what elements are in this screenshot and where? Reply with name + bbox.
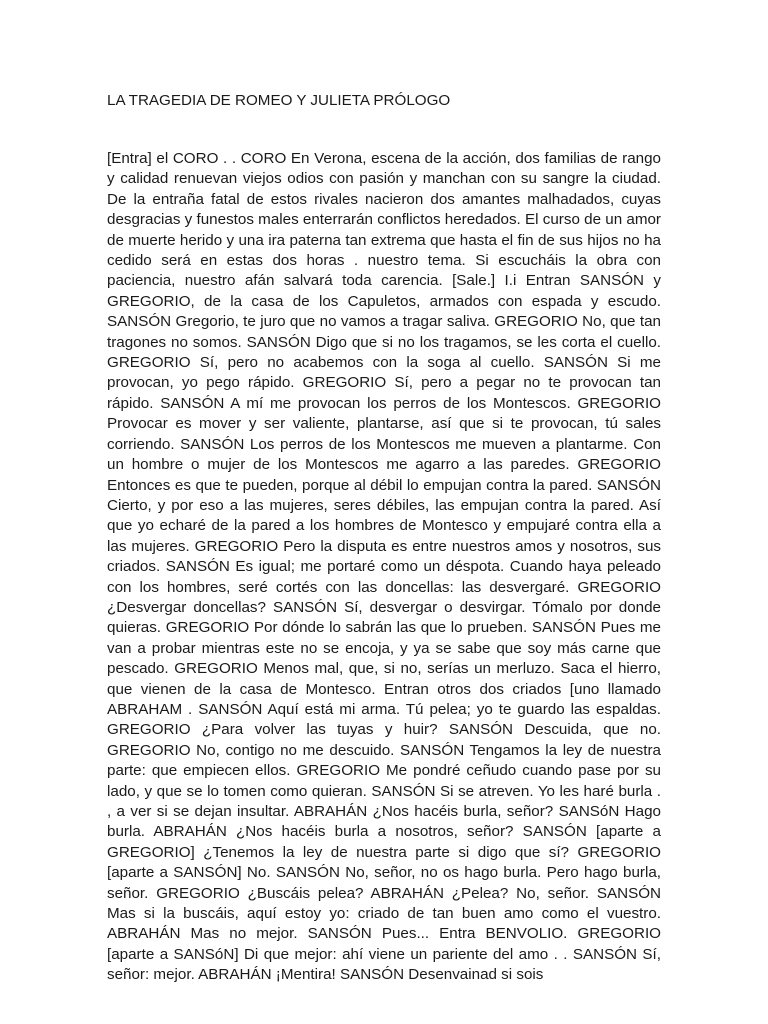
document-body-text: [Entra] el CORO . . CORO En Verona, escena de la acción, dos familias de rango y calidad renuevan viejos odios con pasión y manchan con su sangre la ciudad. De la entraña fatal de estos rivales nacieron dos amantes malhadados, cuyas desgracias y funestos males enterrarán conflictos heredados. El curso de un amor de muerte herido y una ira paterna tan extrema que hasta el fin de sus hijos no ha cedido será en estas dos horas . nuestro tema. Si escucháis la obra con paciencia, nuestro afán salvará toda carencia. [Sale.] I.i Entran SANSÓN y GREGORIO, de la casa de los Capuletos, armados con espada y escudo. SANSÓN Gregorio, te juro que no vamos a tragar saliva. GREGORIO No, que tan tragones no somos. SANSÓN Digo que si no los tragamos, se les corta el cuello. GREGORIO Sí, pero no acabemos con la soga al cuello. SANSÓN Si me provocan, yo pego rápido. GREGORIO Sí, pero a pegar no te provocan tan rápido. SANSÓN A mí me provocan los perros de los Montescos. GREGORIO Provocar es mover y ser valiente, plantarse, así que si te provocan, tú sales corriendo. SANSÓN Los perros de los Montescos me mueven a plantarme. Con un hombre o mujer de los Montescos me agarro a las paredes. GREGORIO Entonces es que te pueden, porque al débil lo empujan contra la pared. SANSÓN Cierto, y por eso a las mujeres, seres débiles, las empujan contra la pared. Así que yo echaré de la pared a los hombres de Montesco y empujaré contra ella a las mujeres. GREGORIO Pero la disputa es entre nuestros amos y nosotros, sus criados. SANSÓN Es igual; me portaré como un déspota. Cuando haya peleado con los hombres, seré cortés con las doncellas: las desvergaré. GREGORIO ¿Desvergar doncellas? SANSÓN Sí, desvergar o desvirgar. Tómalo por donde quieras. GREGORIO Por dónde lo sabrán las que lo prueben. SANSÓN Pues me van a probar mientras este no se encoja, y ya se sabe que soy más carne que pescado. GREGORIO Menos mal, que, si no, serías un merluzo. Saca el hierro, que vienen de la casa de Montesco. Entran otros dos criados [uno llamado ABRAHAM . SANSÓN Aquí está mi arma. Tú pelea; yo te guardo las espaldas. GREGORIO ¿Para volver las tuyas y huir? SANSÓN Descuida, que no. GREGORIO No, contigo no me descuido. SANSÓN Tengamos la ley de nuestra parte: que empiecen ellos. GREGORIO Me pondré ceñudo cuando pase por su lado, y que se lo tomen como quieran. SANSÓN Si se atreven. Yo les haré burla . , a ver si se dejan insultar. ABRAHÁN ¿Nos hacéis burla, señor? SANSóN Hago burla. ABRAHÁN ¿Nos hacéis burla a nosotros, señor? SANSÓN [aparte a GREGORIO] ¿Tenemos la ley de nuestra parte si digo que sí? GREGORIO [aparte a SANSÓN] No. SANSÓN No, señor, no os hago burla. Pero hago burla, señor. GREGORIO ¿Buscáis pelea? ABRAHÁN ¿Pelea? No, señor. SANSÓN Mas si la buscáis, aquí estoy yo: criado de tan buen amo como el vuestro. ABRAHÁN Mas no mejor. SANSÓN Pues... Entra BENVOLIO. GREGORIO [aparte a SANSóN] Di que mejor: ahí viene un pariente del amo . . SANSÓN Sí, señor: mejor. ABRAHÁN ¡Mentira! SANSÓN Desenvainad si sois	[107, 150, 661, 984]
document-title: LA TRAGEDIA DE ROMEO Y JULIETA PRÓLOGO	[107, 92, 451, 109]
